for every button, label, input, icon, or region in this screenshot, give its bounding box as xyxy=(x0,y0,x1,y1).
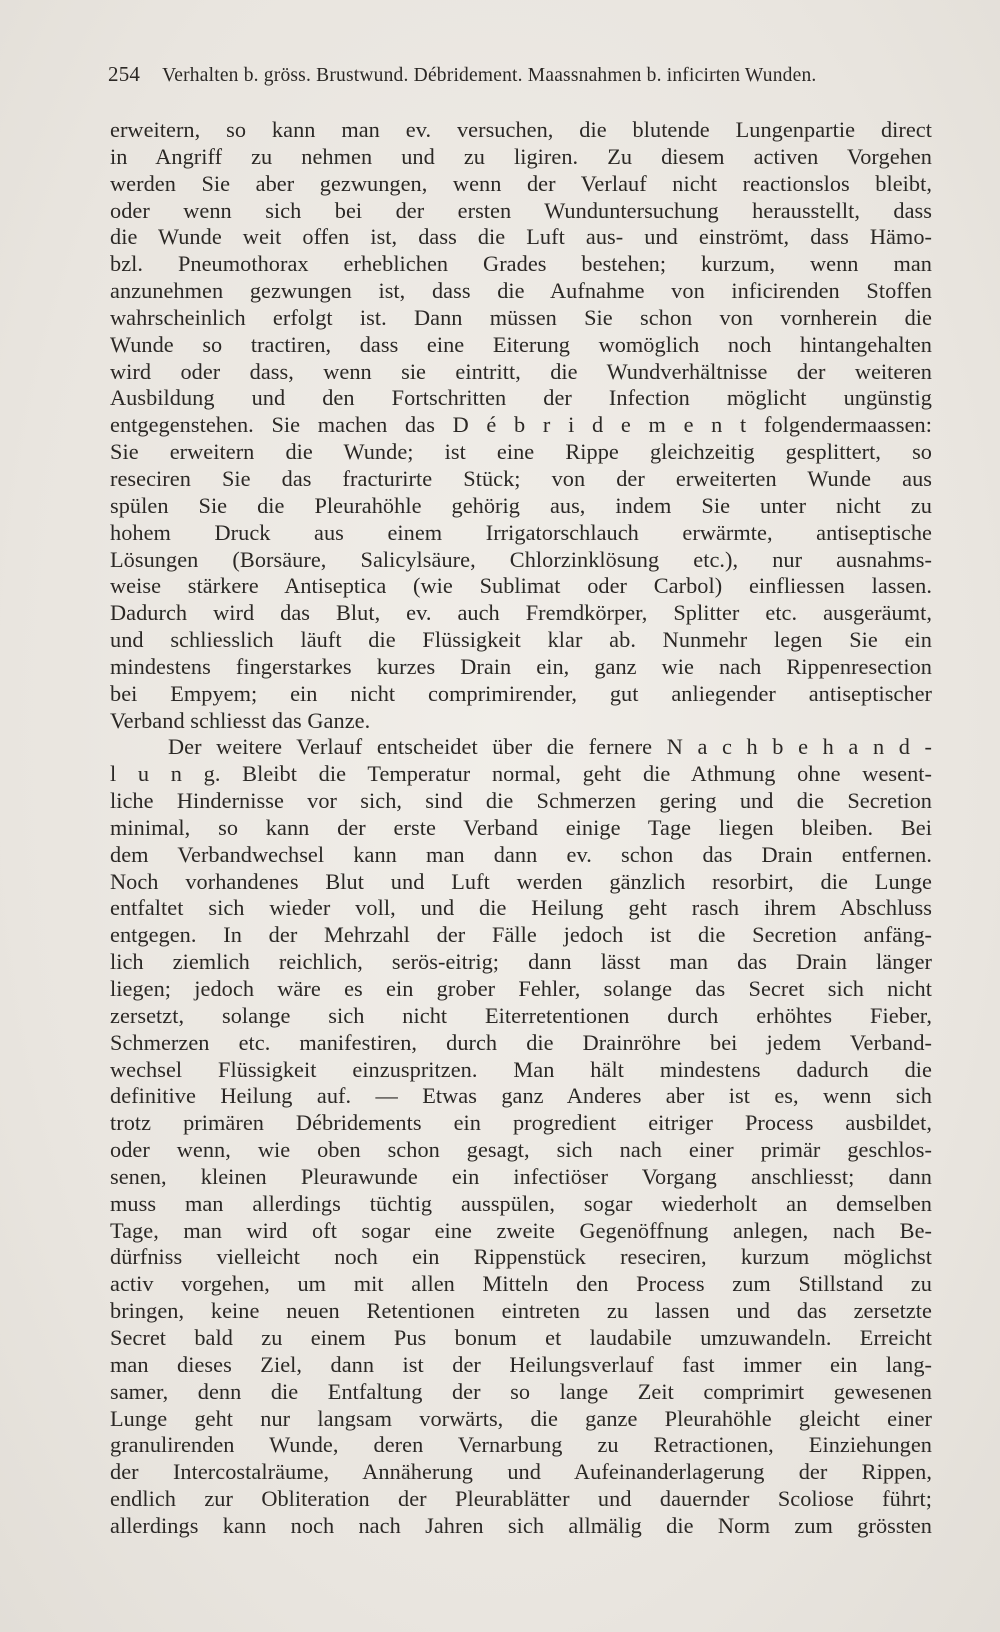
text-line: activ vorgehen, um mit allen Mitteln den Process zum Stillstand zu xyxy=(110,1271,932,1297)
text-line: Wunde so tractiren, dass eine Eiterung womöglich noch hintangehalten xyxy=(110,331,932,357)
text-line: lich ziemlich reichlich, serös-eitrig; dann lässt man das Drain länger xyxy=(110,949,932,975)
text-line: l u n g. Bleibt die Temperatur normal, geht die Athmung ohne wesent- xyxy=(110,761,932,787)
text-line: Lunge geht nur langsam vorwärts, die ganze Pleurahöhle gleicht einer xyxy=(110,1405,932,1431)
text-line: wahrscheinlich erfolgt ist. Dann müssen Sie schon von vornherein die xyxy=(110,304,932,330)
text-line: Secret bald zu einem Pus bonum et laudabile umzuwandeln. Erreicht xyxy=(110,1324,932,1350)
text-line: bringen, keine neuen Retentionen eintreten zu lassen und das zersetzte xyxy=(110,1298,932,1324)
text-line: anzunehmen gezwungen ist, dass die Aufnahme von inficirenden Stoffen xyxy=(110,278,932,304)
text-line: senen, kleinen Pleurawunde ein infectiöser Vorgang anschliesst; dann xyxy=(110,1163,932,1189)
text-line: wird oder dass, wenn sie eintritt, die Wundverhältnisse der weiteren xyxy=(110,358,932,384)
text-line: samer, denn die Entfaltung der so lange Zeit comprimirt gewesenen xyxy=(110,1378,932,1404)
text-line: und schliesslich läuft die Flüssigkeit klar ab. Nunmehr legen Sie ein xyxy=(110,627,932,653)
text-line: liegen; jedoch wäre es ein grober Fehler, solange das Secret sich nicht xyxy=(110,976,932,1001)
text-line: trotz primären Débridements ein progredient eitriger Process ausbildet, xyxy=(110,1110,932,1136)
text-line: liche Hindernisse vor sich, sind die Schmerzen gering und die Secretion xyxy=(110,788,932,814)
text-line: weise stärkere Antiseptica (wie Sublimat oder Carbol) einfliessen lassen. xyxy=(110,573,932,599)
text-line: oder wenn, wie oben schon gesagt, sich nach einer primär geschlos- xyxy=(110,1137,932,1163)
text-line: mindestens fingerstarkes kurzes Drain ein, ganz wie nach Rippenresection xyxy=(110,653,932,679)
text-line: spülen Sie die Pleurahöhle gehörig aus, indem Sie unter nicht zu xyxy=(110,492,932,518)
text-line: endlich zur Obliteration der Pleurablätter und dauernder Scoliose führt; xyxy=(110,1486,932,1512)
text-line: Verband schliesst das Ganze. xyxy=(110,707,371,733)
text-line: der Intercostalräume, Annäherung und Aufeinanderlagerung der Rippen, xyxy=(110,1459,932,1485)
text-line: Dadurch wird das Blut, ev. auch Fremdkörper, Splitter etc. ausgeräumt, xyxy=(110,600,932,626)
text-line: werden Sie aber gezwungen, wenn der Verlauf nicht reactionslos bleibt, xyxy=(110,170,932,196)
text-line: man dieses Ziel, dann ist der Heilungsverlauf fast immer ein lang- xyxy=(110,1351,932,1377)
text-line: zersetzt, solange sich nicht Eiterretentionen durch erhöhtes Fieber, xyxy=(110,1002,932,1028)
text-line: Tage, man wird oft sogar eine zweite Gegenöffnung anlegen, nach Be- xyxy=(110,1217,932,1243)
text-line: entfaltet sich wieder voll, und die Heilung geht rasch ihrem Abschluss xyxy=(110,895,932,921)
page-number: 254 xyxy=(108,62,141,86)
text-line: granulirenden Wunde, deren Vernarbung zu Retractionen, Einziehungen xyxy=(110,1432,932,1458)
text-line: Ausbildung und den Fortschritten der Infection möglicht ungünstig xyxy=(110,385,932,411)
text-line: minimal, so kann der erste Verband einige Tage liegen bleiben. Bei xyxy=(110,814,932,840)
body-text xyxy=(110,117,932,1540)
text-line: Lösungen (Borsäure, Salicylsäure, Chlorzinklösung etc.), nur ausnahms- xyxy=(110,546,932,572)
text-line: entgegen. In der Mehrzahl der Fälle jedoch ist die Secretion anfäng- xyxy=(110,922,932,948)
text-line: dürfniss vielleicht noch ein Rippenstück reseciren, kurzum möglichst xyxy=(110,1244,932,1270)
text-line: entgegenstehen. Sie machen das D é b r i d e m e n t folgendermaassen: xyxy=(110,412,932,438)
running-header xyxy=(108,62,934,87)
text-line: oder wenn sich bei der ersten Wunduntersuchung herausstellt, dass xyxy=(110,197,932,223)
text-line: die Wunde weit offen ist, dass die Luft aus- und einströmt, dass Hämo- xyxy=(110,224,932,250)
text-line: Schmerzen etc. manifestiren, durch die Drainröhre bei jedem Verband- xyxy=(110,1029,932,1055)
text-line: dem Verbandwechsel kann man dann ev. schon das Drain entfernen. xyxy=(110,841,932,867)
text-line: definitive Heilung auf. — Etwas ganz Anderes aber ist es, wenn sich xyxy=(110,1083,932,1109)
text-line: erweitern, so kann man ev. versuchen, die blutende Lungenpartie direct xyxy=(110,117,932,142)
text-line: allerdings kann noch nach Jahren sich allmälig die Norm zum grössten xyxy=(110,1512,932,1538)
text-line: in Angriff zu nehmen und zu ligiren. Zu diesem activen Vorgehen xyxy=(110,143,932,169)
text-line: bzl. Pneumothorax erheblichen Grades bestehen; kurzum, wenn man xyxy=(110,251,932,277)
text-line: muss man allerdings tüchtig ausspülen, sogar wiederholt an demselben xyxy=(110,1190,932,1216)
text-line: Der weitere Verlauf entscheidet über die fernere N a c h b e h a n d - xyxy=(168,734,932,760)
text-line: wechsel Flüssigkeit einzuspritzen. Man hält mindestens dadurch die xyxy=(110,1056,932,1082)
text-line: Noch vorhandenes Blut und Luft werden gänzlich resorbirt, die Lunge xyxy=(110,868,932,894)
text-line: bei Empyem; ein nicht comprimirender, gut anliegender antiseptischer xyxy=(110,680,932,706)
running-header-title: Verhalten b. gröss. Brustwund. Débridement. Maassnahmen b. inficirten Wunden. xyxy=(162,65,817,86)
text-line: reseciren Sie das fracturirte Stück; von der erweiterten Wunde aus xyxy=(110,465,932,491)
text-line: hohem Druck aus einem Irrigatorschlauch erwärmte, antiseptische xyxy=(110,519,932,545)
text-line: Sie erweitern die Wunde; ist eine Rippe gleichzeitig gesplittert, so xyxy=(110,439,932,465)
